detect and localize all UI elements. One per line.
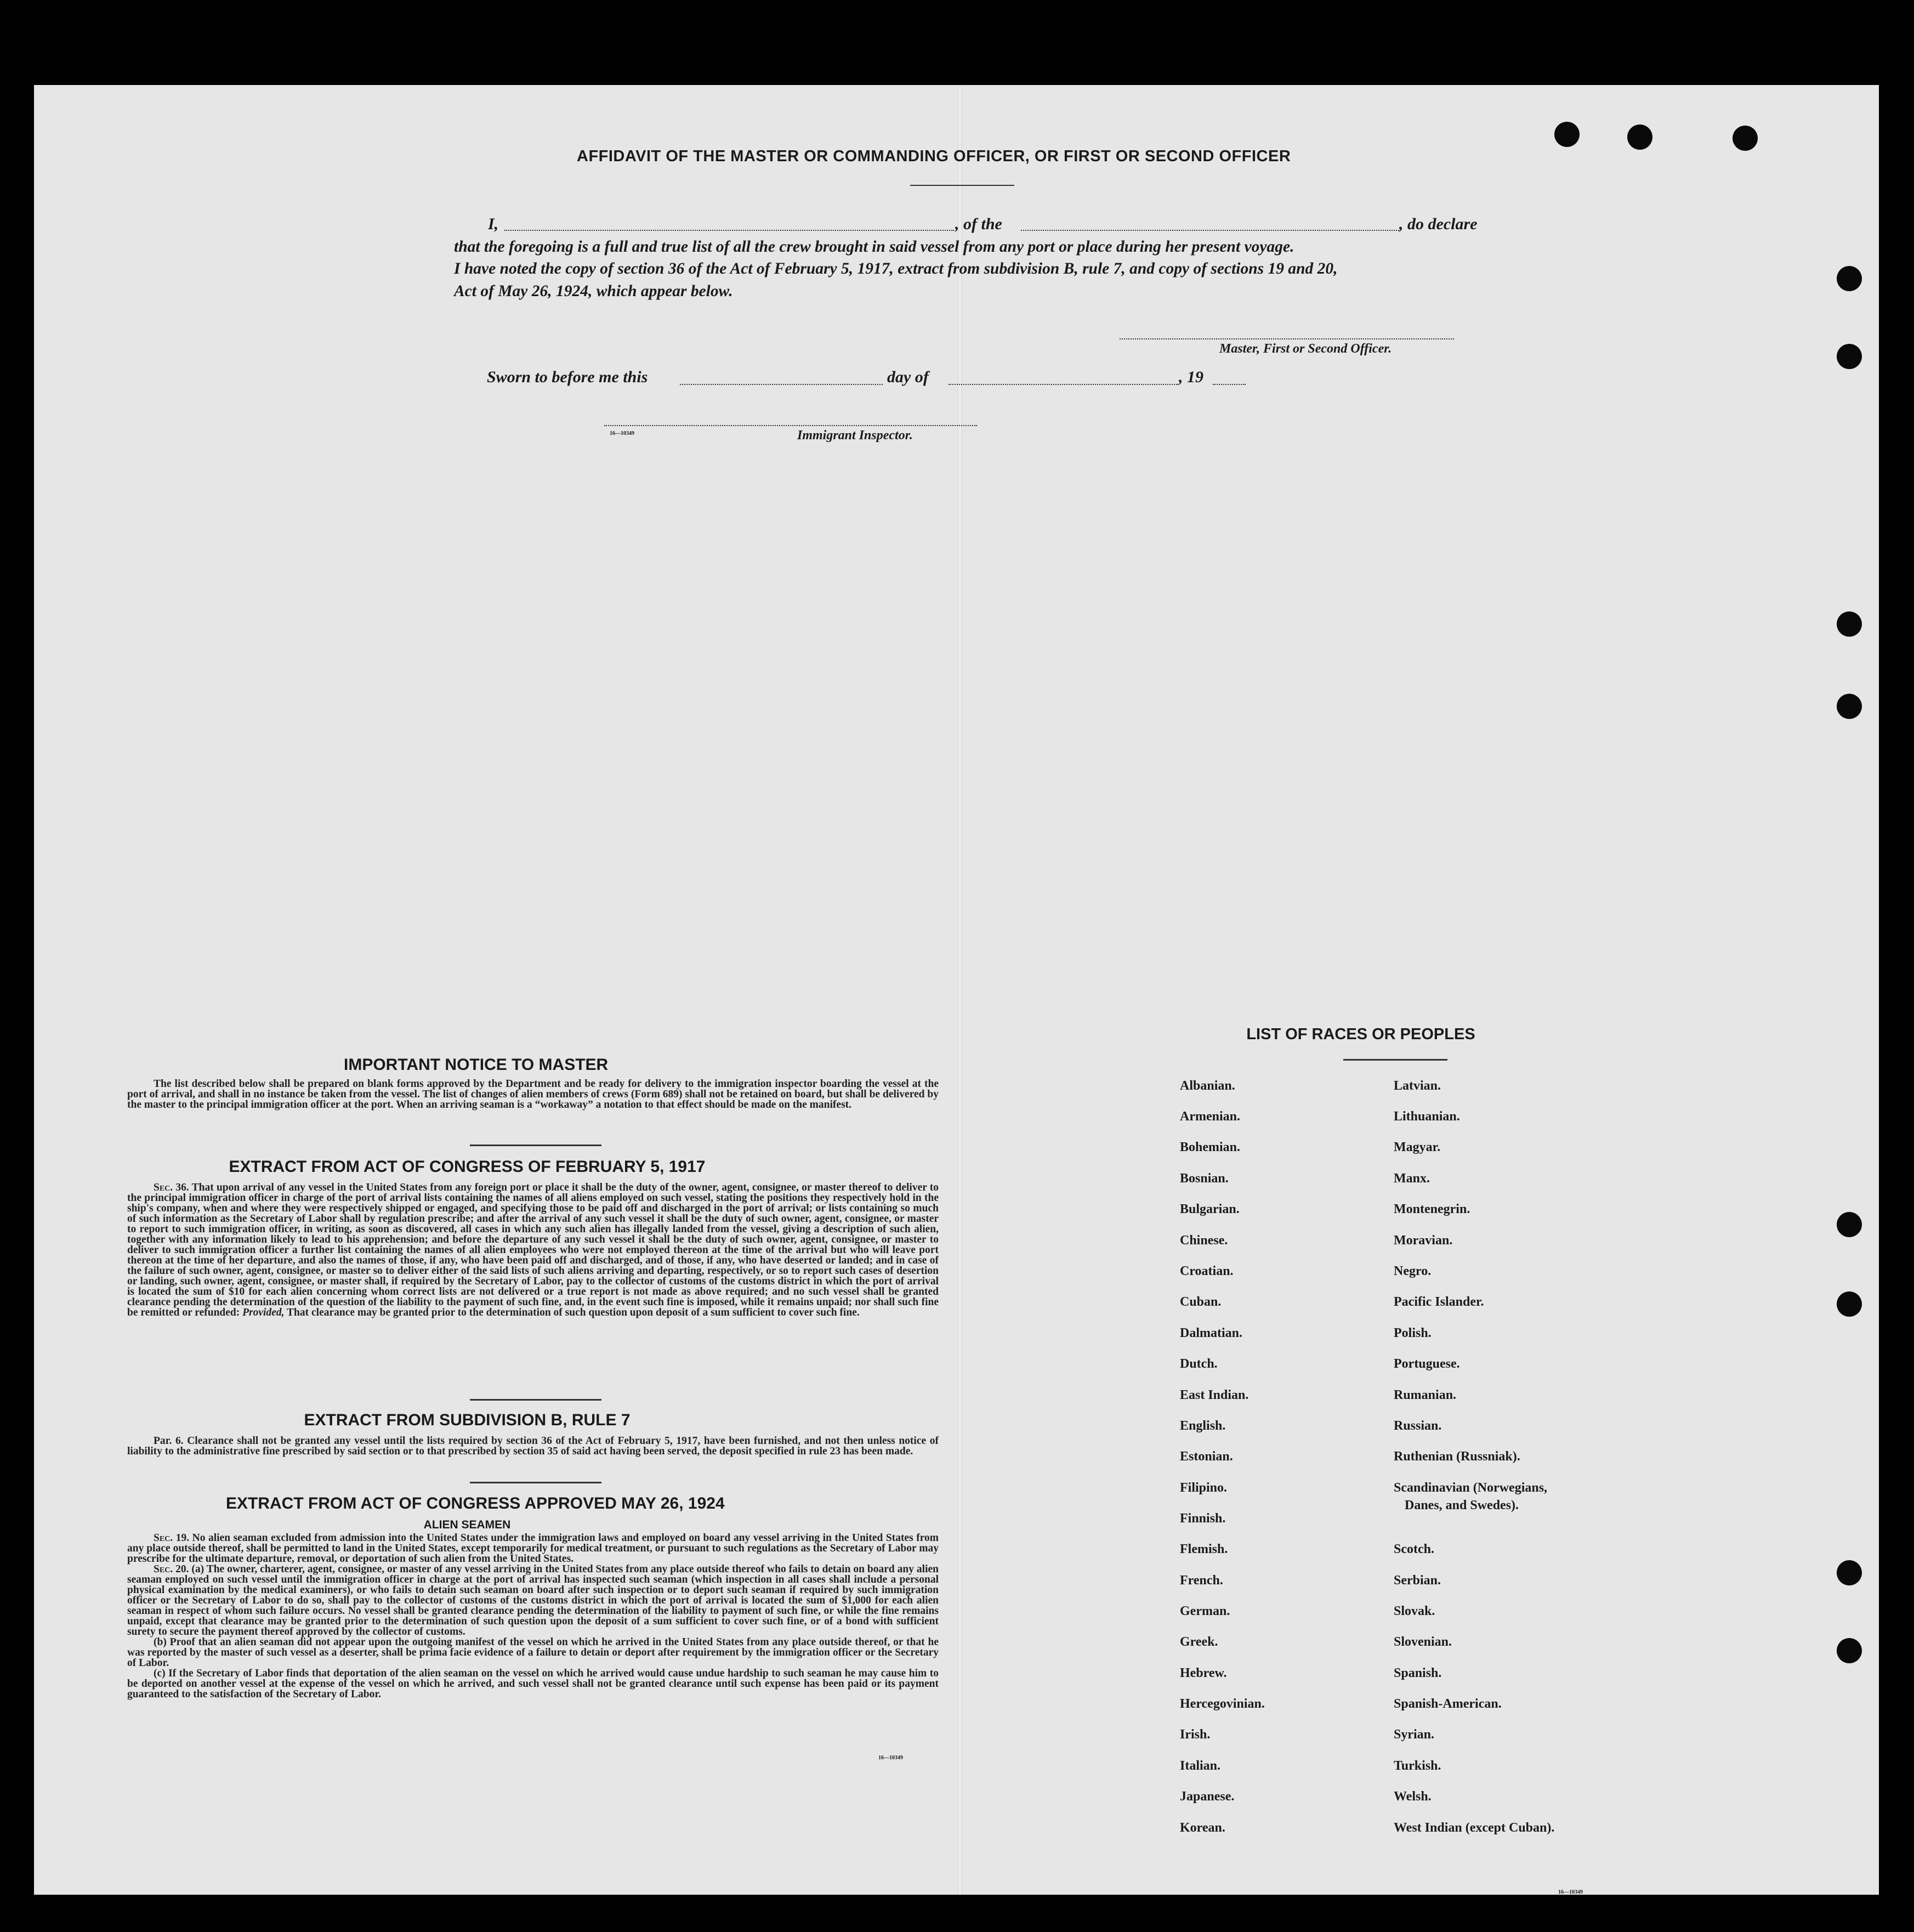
race-item: Japanese. bbox=[1180, 1789, 1235, 1804]
sec20b-text: (b) Proof that an alien seaman did not appear upon the outgoing manifest of the vessel on which he arrived in the United States from any place outside thereof, or that he was reported by the master of such vessel as a deserter, shall be prima facie evidence of a failure to detain or deport after requirement by the immigration officer or the Secretary of Labor. bbox=[127, 1636, 939, 1669]
race-item: English. bbox=[1180, 1419, 1226, 1433]
race-item: Scotch. bbox=[1394, 1542, 1434, 1556]
day-of-text: day of bbox=[887, 368, 929, 386]
race-item: Hebrew. bbox=[1180, 1666, 1227, 1680]
form-number-right: 16—10349 bbox=[1558, 1889, 1583, 1895]
name-blank[interactable] bbox=[504, 230, 954, 231]
affidavit-line2: that the foregoing is a full and true list of all the crew brought in said vessel from any port or place during her present voyage. bbox=[454, 238, 1294, 256]
punch-hole bbox=[1837, 611, 1862, 637]
signature-blank[interactable] bbox=[1120, 338, 1454, 339]
sec20-label: Sec. 20. bbox=[154, 1563, 189, 1575]
sec36-text-end: That clearance may be granted prior to the determination of such question upon deposit of a sum sufficient to cover such fine. bbox=[287, 1307, 860, 1318]
race-item: Slovenian. bbox=[1394, 1635, 1452, 1649]
race-item: German. bbox=[1180, 1604, 1230, 1618]
race-item: Manx. bbox=[1394, 1171, 1430, 1186]
race-item: Bulgarian. bbox=[1180, 1202, 1240, 1216]
punch-hole bbox=[1837, 694, 1862, 719]
extract-1917-title: EXTRACT FROM ACT OF CONGRESS OF FEBRUARY 5, 1917 bbox=[229, 1158, 706, 1176]
punch-hole bbox=[1837, 1212, 1862, 1237]
race-item: Spanish-American. bbox=[1394, 1697, 1502, 1711]
race-item: Albanian. bbox=[1180, 1079, 1235, 1093]
punch-hole bbox=[1733, 126, 1758, 151]
extract-1924-title: EXTRACT FROM ACT OF CONGRESS APPROVED MAY 26, 1924 bbox=[226, 1494, 725, 1512]
notice-paragraph: The list described below shall be prepared on blank forms approved by the Department and be ready for delivery to the immigration inspector boarding the vessel at the port of arrival, and shall in no instance be taken from the vessel. The list of changes of alien members of crews (Form 689) shall not be retained on board, but shall be delivered by the master to the principal immigration officer at the port. When an arriving seaman is a “workaway” a notation to that effect should be made on the manifest. bbox=[127, 1078, 939, 1111]
affidavit-line4: Act of May 26, 1924, which appear below. bbox=[454, 282, 733, 300]
race-item: Spanish. bbox=[1394, 1666, 1442, 1680]
alien-seamen-subtitle: ALIEN SEAMEN bbox=[423, 1519, 511, 1531]
races-title-rule bbox=[1343, 1059, 1447, 1061]
document-page bbox=[34, 85, 1879, 1895]
vessel-blank[interactable] bbox=[1021, 230, 1399, 231]
inspector-blank[interactable] bbox=[604, 425, 977, 426]
race-item: Armenian. bbox=[1180, 1109, 1240, 1124]
race-item: Lithuanian. bbox=[1394, 1109, 1460, 1124]
year-text: , 19 bbox=[1179, 368, 1203, 386]
section-rule bbox=[470, 1399, 601, 1401]
race-item: Croatian. bbox=[1180, 1264, 1234, 1278]
affidavit-declare: , do declare bbox=[1399, 215, 1478, 233]
race-item: Pacific Islander. bbox=[1394, 1295, 1484, 1309]
form-number-left: 16—10349 bbox=[878, 1755, 903, 1761]
race-item: Portuguese. bbox=[1394, 1357, 1460, 1371]
sworn-text: Sworn to before me this bbox=[487, 368, 648, 386]
race-item: French. bbox=[1180, 1573, 1223, 1588]
race-item: Serbian. bbox=[1394, 1573, 1441, 1588]
affidavit-of-the: , of the bbox=[955, 215, 1002, 233]
race-item: West Indian (except Cuban). bbox=[1394, 1821, 1555, 1835]
race-item: Korean. bbox=[1180, 1821, 1225, 1835]
race-item: Syrian. bbox=[1394, 1727, 1435, 1742]
race-item: Scandinavian (Norwegians, bbox=[1394, 1481, 1548, 1495]
sec19-text: No alien seaman excluded from admission into the United States under the immigration laws and employed on board any vessel arriving in the United States from any place outside thereof, shall be permitted to land in the United States, except temporarily for medical treatment, or pursuant to such regulations as the Secretary of Labor may prescribe for the ultimate departure, removal, or deportation of such alien from the United States. bbox=[127, 1532, 939, 1565]
page-fold bbox=[958, 85, 962, 1895]
sec36-text: That upon arrival of any vessel in the United States from any foreign port or place it shall be the duty of the owner, agent, consignee, or master thereof to deliver to the principal immigration officer in charge of the port of arrival lists containing the names of all aliens employed on such vessel, stating the positions they respectively hold in the ship's company, when and where they were respectively shipped or engaged, and specifying those to be paid off and discharged in the port of arrival; or lists containing so much of such information as the Secretary of Labor shall by regulation prescribe; and after the arrival of any such vessel it shall be the duty of such owner, agent, consignee, or master to report to such immigration officer, in writing, as soon as discovered, all cases in which any such alien has illegally landed from the vessel, giving a description of such alien, together with any information likely to lead to his apprehension; and before the departure of any such vessel it shall be the duty of such owner, agent, consignee, or master to deliver to such immigration officer a further list containing the names of all alien employees who were not employed thereon at the time of the arrival but who will leave port thereon at the time of her departure, and also the names of those, if any, who have been paid off and discharged, and of those, if any, who have deserted or landed; and in case of the failure of such owner, agent, consignee, or master so to deliver either of the said lists of such aliens arriving and departing, respectively, or so to report such cases of desertion or landing, such owner, agent, consignee, or master shall, if required by the Secretary of Labor, pay to the collector of customs of the customs district in which the port of arrival is located the sum of $10 for each alien concerning whom correct lists are not delivered or a true report is not made as above required; and no such vessel shall be granted clearance pending the determination of the question of the liability to the payment of such fine, and, in the event such fine is imposed, while it remains unpaid; nor shall such fine be remitted or refunded: bbox=[127, 1182, 939, 1318]
rule7-text: Par. 6. Clearance shall not be granted any vessel until the lists required by section 36 of the Act of February 5, 1917, have been furnished, and not then unless notice of liability to the administrative fine prescribed by said section or to that prescribed by section 35 of said act having been served, the deposit specified in rule 23 has been made. bbox=[127, 1435, 939, 1457]
provided-word: Provided, bbox=[242, 1307, 285, 1318]
race-item: Bosnian. bbox=[1180, 1171, 1229, 1186]
affidavit-i: I, bbox=[488, 215, 499, 233]
race-item: Rumanian. bbox=[1394, 1388, 1457, 1402]
sec20a-text: (a) The owner, charterer, agent, consignee, or master of any vessel arriving in the United States from any place outside thereof who fails to detain on board any alien seaman employed on such vessel until the immigration officer in charge at the port of arrival has inspected such seaman (which inspection in all cases shall include a personal physical examination by the medical examiners), or who fails to detain such seaman on board after such inspection or to deport such seaman if required by such immigration officer or the Secretary of Labor to do so, shall pay to the collector of customs of the customs district in which the port of arrival is located the sum of $1,000 for each alien seaman in respect of whom such failure occurs. No vessel shall be granted clearance pending the determination of the liability to payment of such fine, or while the fine remains unpaid, except that clearance may be granted prior to the determination of such question upon the deposit of a sum sufficient to cover such fine, or of a bond with sufficient surety to secure the payment thereof approved by the collector of customs. bbox=[127, 1563, 939, 1638]
form-number: 16—10349 bbox=[610, 430, 634, 437]
affidavit-line3: I have noted the copy of section 36 of the Act of February 5, 1917, extract from subdivision B, rule 7, and copy of sections 19 and 20, bbox=[454, 260, 1338, 277]
extract-1917-body bbox=[127, 1182, 939, 1318]
race-item: Chinese. bbox=[1180, 1233, 1228, 1248]
race-item: Russian. bbox=[1394, 1419, 1442, 1433]
race-item: Dutch. bbox=[1180, 1357, 1218, 1371]
race-item: Negro. bbox=[1394, 1264, 1432, 1278]
punch-hole bbox=[1627, 124, 1652, 150]
affidavit-title: AFFIDAVIT OF THE MASTER OR COMMANDING OFFICER, OR FIRST OR SECOND OFFICER bbox=[577, 148, 1291, 165]
race-item: Bohemian. bbox=[1180, 1140, 1241, 1154]
sec19-label: Sec. 19. bbox=[154, 1532, 190, 1544]
race-item: Dalmatian. bbox=[1180, 1326, 1242, 1340]
punch-hole bbox=[1837, 1638, 1862, 1663]
month-blank[interactable] bbox=[949, 384, 1179, 385]
race-item: Moravian. bbox=[1394, 1233, 1453, 1248]
sec20c-text: (c) If the Secretary of Labor finds that deportation of the alien seaman on the vessel on which he arrived would cause undue hardship to such seaman he may cause him to be deported on another vessel at the expense of the vessel on which he arrived, and such vessel shall not be granted clearance until such expense has been paid or its payment guaranteed to the satisfaction of the Secretary of Labor. bbox=[127, 1668, 939, 1700]
title-rule bbox=[910, 185, 1014, 186]
race-item: Latvian. bbox=[1394, 1079, 1441, 1093]
race-item: Flemish. bbox=[1180, 1542, 1228, 1556]
race-item: Ruthenian (Russniak). bbox=[1394, 1449, 1520, 1464]
rule7-title: EXTRACT FROM SUBDIVISION B, RULE 7 bbox=[304, 1411, 631, 1429]
sec36-label: Sec. 36. bbox=[154, 1182, 189, 1193]
day-blank[interactable] bbox=[680, 384, 883, 385]
race-item: Hercegovinian. bbox=[1180, 1697, 1265, 1711]
race-item: Welsh. bbox=[1394, 1789, 1432, 1804]
punch-hole bbox=[1837, 1560, 1862, 1585]
rule7-body bbox=[127, 1436, 939, 1457]
punch-hole bbox=[1837, 1291, 1862, 1317]
year-blank[interactable] bbox=[1213, 384, 1246, 385]
punch-hole bbox=[1837, 344, 1862, 369]
race-item: Finnish. bbox=[1180, 1511, 1226, 1526]
race-item: Cuban. bbox=[1180, 1295, 1222, 1309]
signature-label: Master, First or Second Officer. bbox=[1219, 342, 1392, 356]
race-item: Danes, and Swedes). bbox=[1405, 1498, 1519, 1512]
punch-hole bbox=[1554, 122, 1580, 147]
race-item: Turkish. bbox=[1394, 1759, 1441, 1773]
race-item: Estonian. bbox=[1180, 1449, 1233, 1464]
section-rule bbox=[470, 1482, 601, 1483]
inspector-label: Immigrant Inspector. bbox=[797, 428, 913, 443]
extract-1924-body bbox=[127, 1533, 939, 1699]
race-item: Polish. bbox=[1394, 1326, 1432, 1340]
race-item: Italian. bbox=[1180, 1759, 1221, 1773]
races-title: LIST OF RACES OR PEOPLES bbox=[1246, 1026, 1475, 1043]
notice-text bbox=[127, 1079, 939, 1110]
section-rule bbox=[470, 1145, 601, 1146]
race-item: Montenegrin. bbox=[1394, 1202, 1470, 1216]
punch-hole bbox=[1837, 266, 1862, 291]
race-item: Greek. bbox=[1180, 1635, 1218, 1649]
race-item: East Indian. bbox=[1180, 1388, 1249, 1402]
race-item: Irish. bbox=[1180, 1727, 1211, 1742]
race-item: Slovak. bbox=[1394, 1604, 1435, 1618]
race-item: Magyar. bbox=[1394, 1140, 1441, 1154]
race-item: Filipino. bbox=[1180, 1481, 1228, 1495]
notice-title: IMPORTANT NOTICE TO MASTER bbox=[344, 1056, 609, 1074]
